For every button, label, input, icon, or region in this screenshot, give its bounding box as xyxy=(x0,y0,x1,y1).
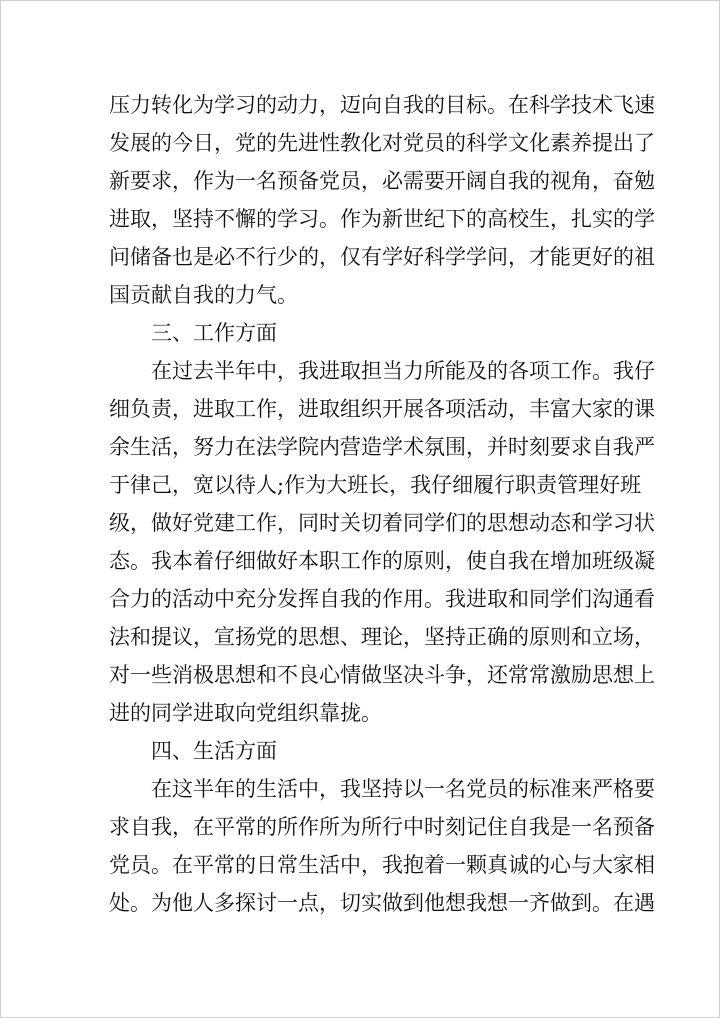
paragraph-line: 于律己，宽以待人;作为大班长，我仔细履行职责管理好班 xyxy=(109,473,642,497)
paragraph-line: 进取，坚持不懈的学习。作为新世纪下的高校生，扎实的学 xyxy=(109,207,655,231)
paragraph-line: 态。我本着仔细做好本职工作的原则，使自我在增加班级凝 xyxy=(109,549,655,573)
paragraph-line: 在这半年的生活中，我坚持以一名党员的标准来严格要 xyxy=(151,777,655,801)
section-heading-work: 三、工作方面 xyxy=(151,321,277,345)
paragraph-line: 级，做好党建工作，同时关切着同学们的思想动态和学习状 xyxy=(109,511,655,535)
paragraph-line: 发展的今日，党的先进性教化对党员的科学文化素养提出了 xyxy=(109,131,655,155)
paragraph-line: 对一些消极思想和不良心情做坚决斗争，还常常激励思想上 xyxy=(109,663,655,687)
paragraph-line: 党员。在平常的日常生活中，我抱着一颗真诚的心与大家相 xyxy=(109,853,655,877)
paragraph-line: 合力的活动中充分发挥自我的作用。我进取和同学们沟通看 xyxy=(109,587,655,611)
paragraph-line: 细负责，进取工作，进取组织开展各项活动，丰富大家的课 xyxy=(109,397,655,421)
paragraph-line: 国贡献自我的力气。 xyxy=(109,283,298,307)
paragraph-line: 新要求，作为一名预备党员，必需要开阔自我的视角，奋勉 xyxy=(109,169,655,193)
paragraph-line: 问储备也是必不行少的，仅有学好科学学问，才能更好的祖 xyxy=(109,245,655,269)
paragraph-line: 求自我，在平常的所作所为所行中时刻记住自我是一名预备 xyxy=(109,815,655,839)
paragraph-line: 压力转化为学习的动力，迈向自我的目标。在科学技术飞速 xyxy=(109,93,655,117)
paragraph-line: 余生活，努力在法学院内营造学术氛围，并时刻要求自我严 xyxy=(109,435,655,459)
section-heading-life: 四、生活方面 xyxy=(151,739,277,763)
paragraph-line: 法和提议，宣扬党的思想、理论，坚持正确的原则和立场， xyxy=(109,625,655,649)
paragraph-line: 处。为他人多探讨一点，切实做到他想我想一齐做到。在遇 xyxy=(109,891,655,915)
paragraph-line: 在过去半年中，我进取担当力所能及的各项工作。我仔 xyxy=(151,359,655,383)
paragraph-line: 进的同学进取向党组织靠拢。 xyxy=(109,701,382,725)
